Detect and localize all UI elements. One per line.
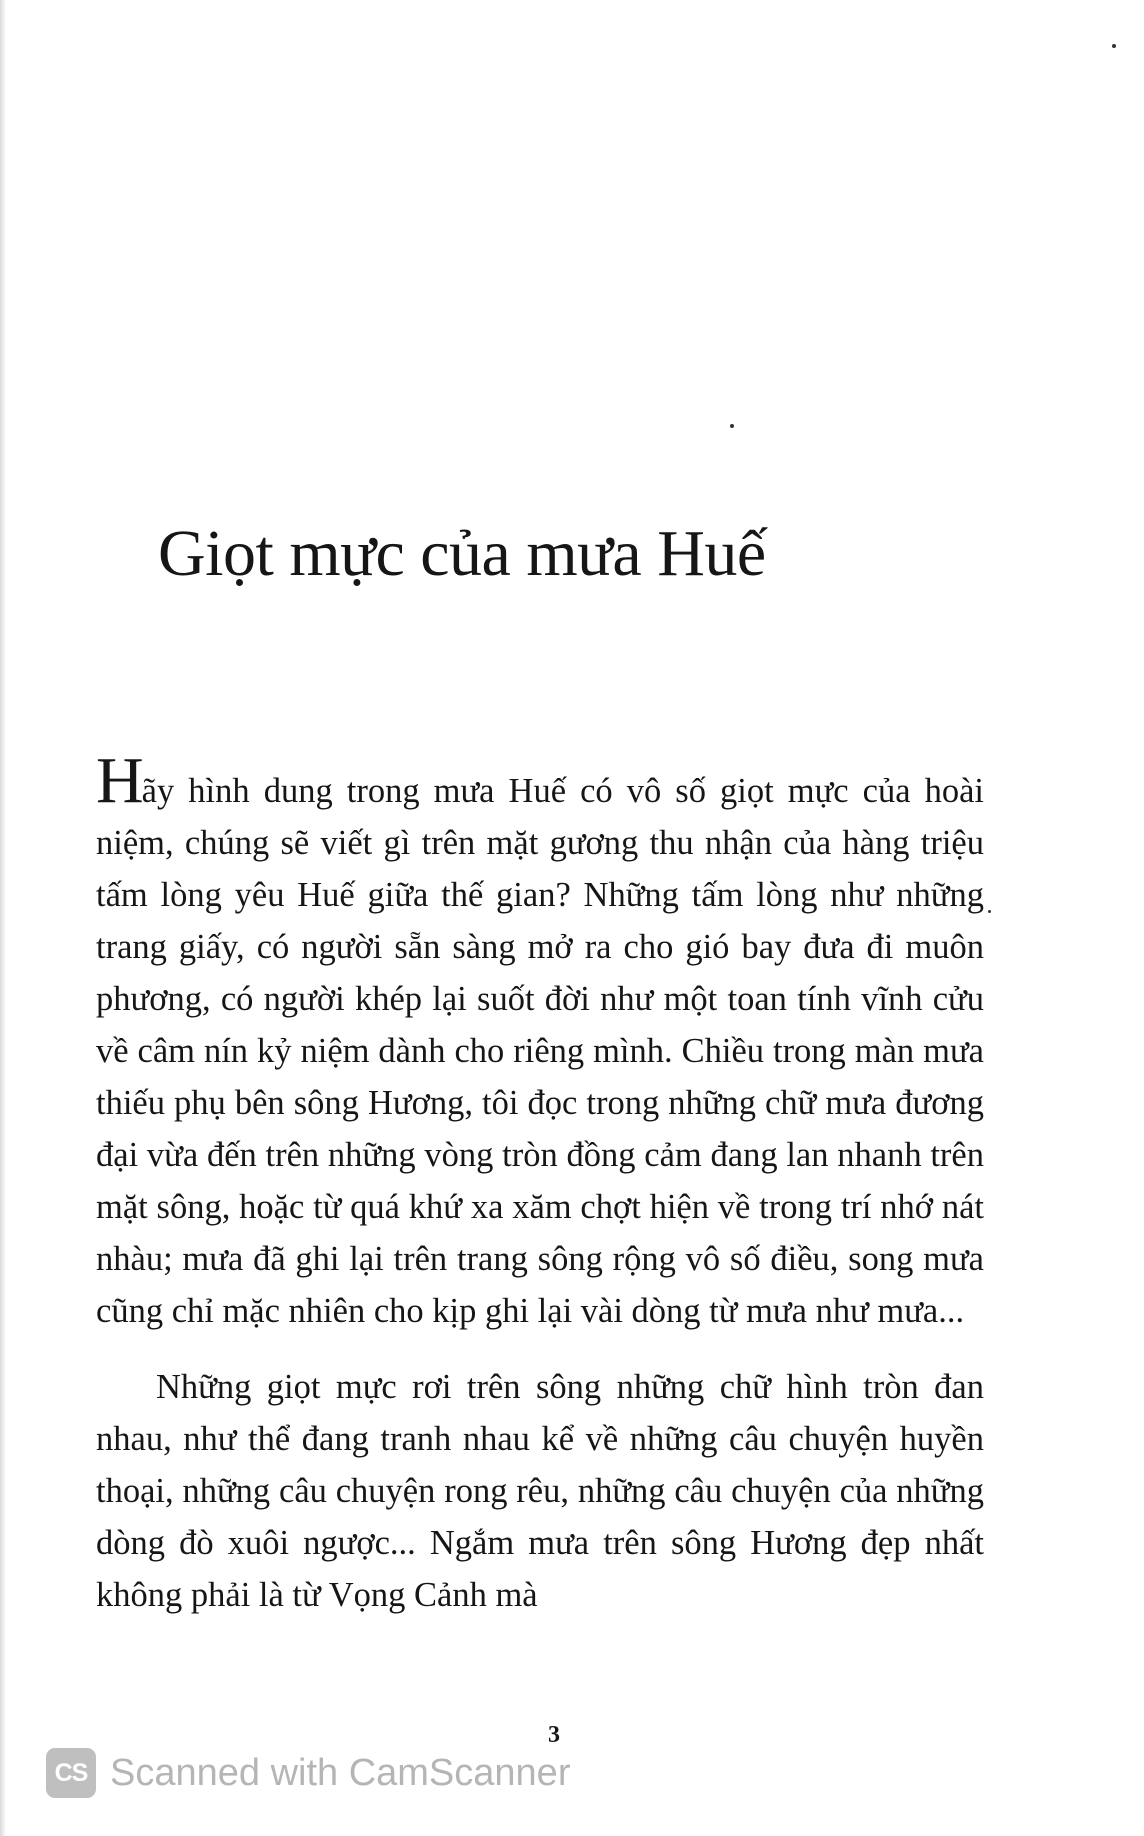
- watermark-text: Scanned with CamScanner: [110, 1751, 571, 1794]
- scan-speck: [1112, 44, 1116, 48]
- drop-cap: H: [96, 744, 142, 817]
- page-binding-edge: [0, 0, 6, 1836]
- camscanner-logo-icon: CS: [46, 1748, 96, 1798]
- paragraph-1-text: ãy hình dung trong mưa Huế có vô số giọt mực của hoài niệm, chúng sẽ viết gì trên mặt gương thu nhận của hàng triệu tấm lòng yêu Huế giữa thế gian? Những tấm lòng như những trang giấy, có người sẵn sàng mở ra cho gió bay đưa đi muôn phương, có người khép lại suốt đời như một toan tính vĩnh cửu về câm nín kỷ niệm dành cho riêng mình. Chiều trong màn mưa thiếu phụ bên sông Hương, tôi đọc trong những chữ mưa đương đại vừa đến trên những vòng tròn đồng cảm đang lan nhanh trên mặt sông, hoặc từ quá khứ xa xăm chợt hiện về trong trí nhớ nát nhàu; mưa đã ghi lại trên trang sông rộng vô số điều, song mưa cũng chỉ mặc nhiên cho kịp ghi lại vài dòng từ mưa như mưa...: [96, 772, 984, 1330]
- body-text: [96, 744, 984, 1621]
- paragraph-2: Những giọt mực rơi trên sông những chữ hình tròn đan nhau, như thể đang tranh nhau kể về những câu chuyện huyền thoại, những câu chuyện rong rêu, những câu chuyện của những dòng đò xuôi ngược... Ngắm mưa trên sông Hương đẹp nhất không phải là từ Vọng Cảnh mà: [96, 1368, 984, 1614]
- chapter-title: Giọt mực của mưa Huế: [158, 517, 766, 590]
- paragraph-1: [96, 744, 984, 1337]
- camscanner-watermark: [46, 1748, 570, 1798]
- scan-speck: [988, 910, 991, 913]
- scan-speck: [730, 424, 734, 428]
- page-number: 3: [548, 1722, 560, 1748]
